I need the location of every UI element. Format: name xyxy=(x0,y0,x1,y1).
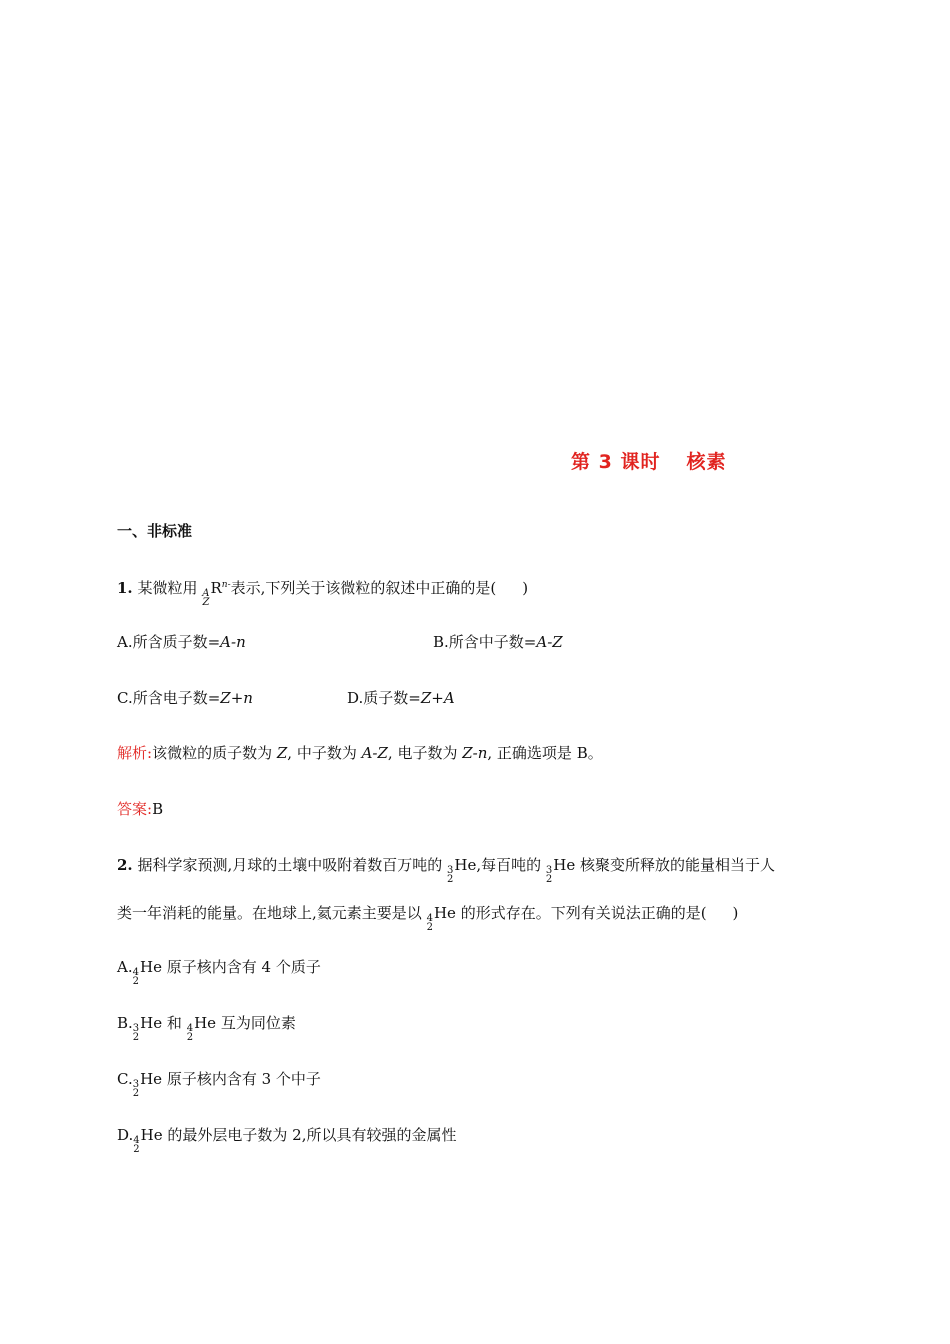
atomic-number: 2 xyxy=(545,874,553,885)
option-text: C.所含电子数= xyxy=(117,689,221,707)
analysis-label: 解析: xyxy=(117,744,153,762)
stem-text: 表示,下列关于该微粒的叙述中正确的是( xyxy=(230,579,497,597)
mass-number: 4 xyxy=(186,1023,194,1034)
element-symbol: He xyxy=(140,1014,163,1032)
stem-text: 据科学家预测,月球的土壤中吸附着数百万吨的 xyxy=(137,856,443,874)
q2-option-b xyxy=(117,1013,296,1042)
element-symbol: He xyxy=(139,958,162,976)
option-text: 的最外层电子数为 2,所以具有较强的金属性 xyxy=(167,1126,457,1144)
option-value: Z+A xyxy=(420,689,455,707)
q2-option-a xyxy=(117,957,321,986)
q2-option-c xyxy=(117,1069,321,1098)
title-lesson: 第 3 课时 xyxy=(571,451,661,473)
mass-number: 3 xyxy=(132,1079,140,1090)
stem-text: 类一年消耗的能量。在地球上,氦元素主要是以 xyxy=(117,904,422,922)
element-symbol: He xyxy=(140,1126,163,1144)
stem-text: 某微粒用 xyxy=(137,579,198,597)
analysis-text: A-Z xyxy=(361,744,388,762)
answer-label: 答案: xyxy=(117,800,153,818)
title-topic: 核素 xyxy=(686,451,727,473)
section-heading: 一、非标准 xyxy=(117,522,193,540)
option-d xyxy=(347,688,455,708)
mass-number: 3 xyxy=(132,1023,140,1034)
atomic-number: 2 xyxy=(132,1032,140,1043)
mass-number: 4 xyxy=(426,913,433,924)
nuclide-symbol xyxy=(202,575,230,607)
atomic-number: 2 xyxy=(133,1144,140,1155)
option-text: B.所含中子数= xyxy=(433,633,537,651)
option-label: C. xyxy=(117,1070,133,1088)
option-value: Z+n xyxy=(220,689,253,707)
mass-number: 3 xyxy=(545,865,553,876)
option-text: 互为同位素 xyxy=(220,1014,296,1032)
analysis-text: 该微粒的质子数为 xyxy=(152,744,277,762)
nuclide-he4 xyxy=(133,1125,162,1154)
nuclide-he3 xyxy=(546,855,575,884)
option-value: A-n xyxy=(220,633,246,651)
nuclide-he3 xyxy=(447,855,476,884)
option-text: A.所含质子数= xyxy=(117,633,221,651)
analysis xyxy=(117,743,603,763)
element-symbol: He xyxy=(194,1014,217,1032)
element-symbol: He xyxy=(454,856,477,874)
stem-text: ,每百吨的 xyxy=(476,856,542,874)
nuclide-he3 xyxy=(133,1013,162,1042)
stem-text: 的形式存在。下列有关说法正确的是( xyxy=(460,904,707,922)
option-b xyxy=(433,632,563,652)
nuclide-he3 xyxy=(133,1069,162,1098)
question-number: 2. xyxy=(117,856,133,874)
q2-option-d xyxy=(117,1125,456,1154)
option-label: B. xyxy=(117,1014,133,1032)
mass-number: 4 xyxy=(132,967,139,978)
atomic-number: 2 xyxy=(186,1032,194,1043)
atomic-number: 2 xyxy=(426,922,433,933)
nuclide-he4 xyxy=(427,903,456,932)
option-text: 原子核内含有 4 个质子 xyxy=(166,958,321,976)
option-label: D. xyxy=(117,1126,134,1144)
option-text: 和 xyxy=(166,1014,182,1032)
mass-number: 3 xyxy=(447,865,454,876)
nuclide-he4 xyxy=(187,1013,216,1042)
element-symbol: He xyxy=(140,1070,163,1088)
atomic-number: 2 xyxy=(132,976,139,987)
question-2-line-2 xyxy=(117,903,738,932)
atomic-number: 2 xyxy=(132,1088,140,1099)
analysis-text: Z-n xyxy=(462,744,488,762)
stem-text: ) xyxy=(732,904,739,922)
charge: n- xyxy=(221,580,231,590)
question-number: 1. xyxy=(117,579,133,597)
mass-number: 4 xyxy=(133,1135,140,1146)
question-1-stem xyxy=(117,575,528,607)
analysis-text: Z xyxy=(276,744,288,762)
answer xyxy=(117,799,163,819)
option-a xyxy=(117,632,246,652)
nuclide-he4 xyxy=(133,957,162,986)
option-c xyxy=(117,688,253,708)
option-label: A. xyxy=(117,958,133,976)
page-title xyxy=(571,452,726,472)
stem-text: 核聚变所释放的能量相当于人 xyxy=(580,856,776,874)
option-text: 原子核内含有 3 个中子 xyxy=(166,1070,321,1088)
atomic-number: Z xyxy=(202,597,210,608)
question-2-line-1 xyxy=(117,855,775,884)
atomic-number: 2 xyxy=(447,874,454,885)
element-symbol: He xyxy=(553,856,576,874)
option-value: A-Z xyxy=(536,633,563,651)
element-symbol: R xyxy=(210,579,222,597)
mass-number: A xyxy=(202,588,210,599)
option-text: D.质子数= xyxy=(347,689,421,707)
analysis-text: , 电子数为 xyxy=(387,744,463,762)
answer-value: B xyxy=(152,800,164,818)
element-symbol: He xyxy=(433,904,456,922)
analysis-text: , 中子数为 xyxy=(287,744,362,762)
analysis-text: , 正确选项是 B。 xyxy=(487,744,603,762)
stem-text: ) xyxy=(522,579,529,597)
